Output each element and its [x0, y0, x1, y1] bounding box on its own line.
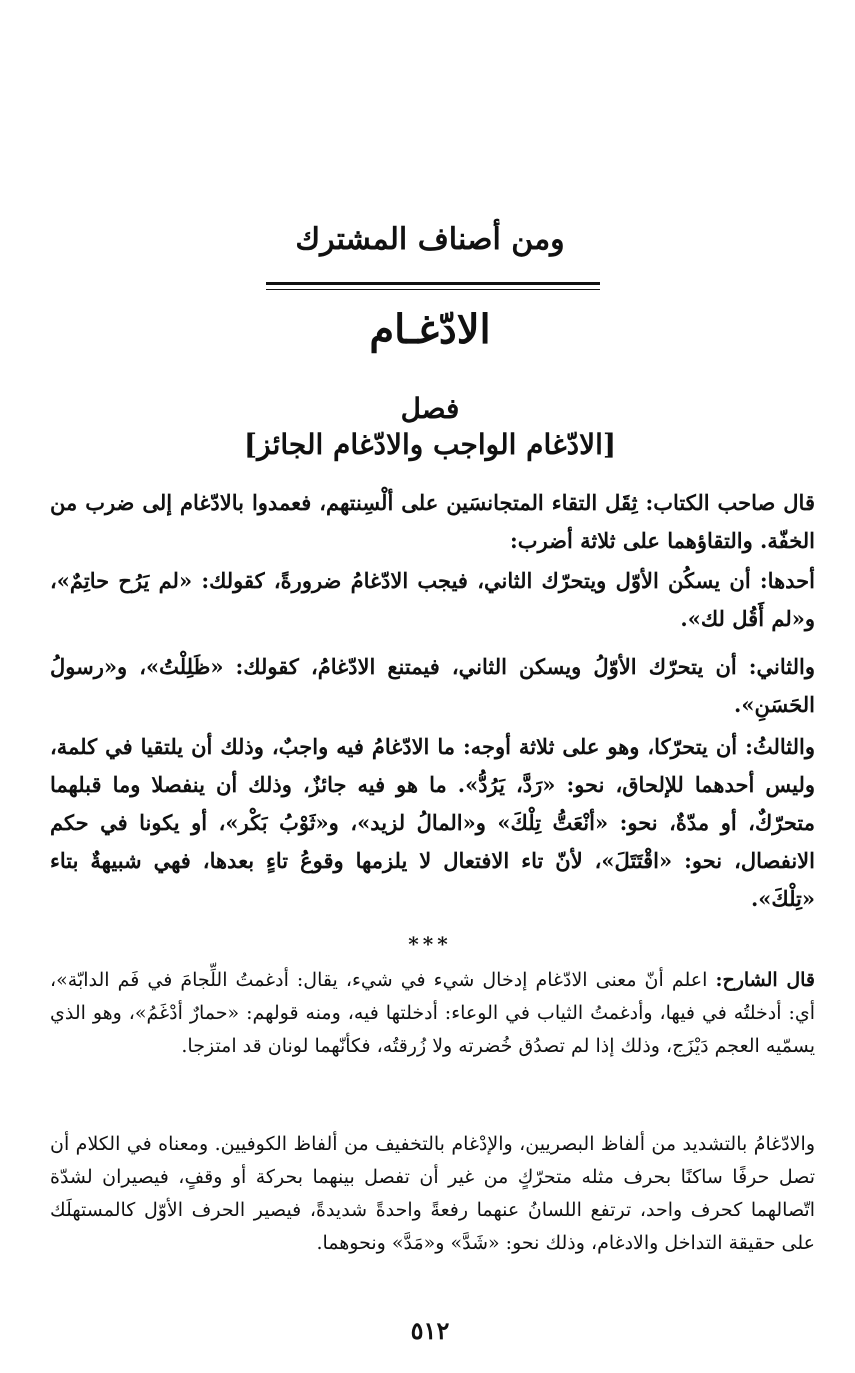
section-title: ومن أصناف المشترك — [295, 222, 565, 257]
section-separator-stars: *** — [408, 932, 452, 956]
chapter-title: الادّغـام — [369, 306, 491, 353]
paragraph-definition: والادّغامُ بالتشديد من ألفاظ البصريين، والإدْغام بالتخفيف من ألفاظ الكوفيين. ومعناه في الكلام أن تصل حرفًا ساكنًا بحرف مثله متحرّكٍ من غير أن تفصل بينهما بحركة أو وقفٍ، فيصيران لشدّة اتّصالهما كحرف واحد، ترتفع اللسانُ عنهما رفعةً واحدةً شديدةً، فيصير الحرف الأوّل كالمستهلَك على حقيقة التداخل والادغام، وذلك نحو: «شَدَّ» و«مَدَّ» ونحوهما. — [50, 1133, 815, 1254]
paragraph-third-type: والثالثُ: أن يتحرّكا، وهو على ثلاثة أوجه: ما الادّغامُ فيه واجبٌ، وذلك أن يلتقيا في كلمة، وليس أحدهما للإلحاق، نحو: «رَدَّ، يَرُدُّ». ما هو فيه جائزٌ، وذلك أن ينفصلا وما قبلهما متحرّكٌ، أو مدّةٌ، نحو: «أنْعَتُّ تِلْكَ» و«المالُ لزيد»، و«ثَوْبُ بَكْر»، أو يكونا في حكم الانفصال، نحو: «اقْتَتَلَ»، لأنّ تاء الافتعال لا يلزمها وقوعُ تاءٍ بعدها، فهي شبيهةٌ بتاء «تِلْكَ». — [50, 734, 815, 911]
paragraph-second-type: والثاني: أن يتحرّك الأوّلُ ويسكن الثاني، فيمتنع الادّغامُ، كقولك: «ظَلِلْتُ»، و«رسولُ الحَسَنِ». — [50, 654, 815, 717]
commentary-body: اعلم أنّ معنى الادّغام إدخال شيء في شيء، يقال: أدغمتُ اللِّجامَ في فَم الدابّة»، أي: أدخلتُه في فيها، وأدغمتُ الثياب في الوعاء: أدخلتها فيه، ومنه قولهم: «حمارٌ أدْغَمُ»، وهو الذي يسمّيه العجم دَيْزَج، وذلك إذا لم تصدُق خُضرته ولا زُرقتُه، فكأنّهما لونان قد امتزجا. — [50, 969, 815, 1057]
title-rule-thick — [266, 282, 600, 285]
title-rule-thin — [266, 289, 600, 290]
paragraph-first-type: أحدها: أن يسكُن الأوّل ويتحرّك الثاني، فيجب الادّغامُ ضرورةً، كقولك: «لم يَرُح حاتِمٌ»، و«لم أَقُل لك». — [50, 568, 815, 631]
subtitle-heading: [الادّغام الواجب والادّغام الجائز] — [243, 428, 617, 461]
fasl-heading: فصل — [400, 392, 460, 425]
paragraph-author-intro: قال صاحب الكتاب: ثِقَل التقاء المتجانسَين على ألْسِنتهم، فعمدوا بالادّغام إلى ضرب من الخفّة. والتقاؤهما على ثلاثة أضرب: — [50, 490, 815, 553]
commentary-lead: قال الشارح: — [715, 969, 815, 991]
page-number: ٥١٢ — [410, 1316, 450, 1345]
paragraph-commentary — [50, 964, 815, 1063]
